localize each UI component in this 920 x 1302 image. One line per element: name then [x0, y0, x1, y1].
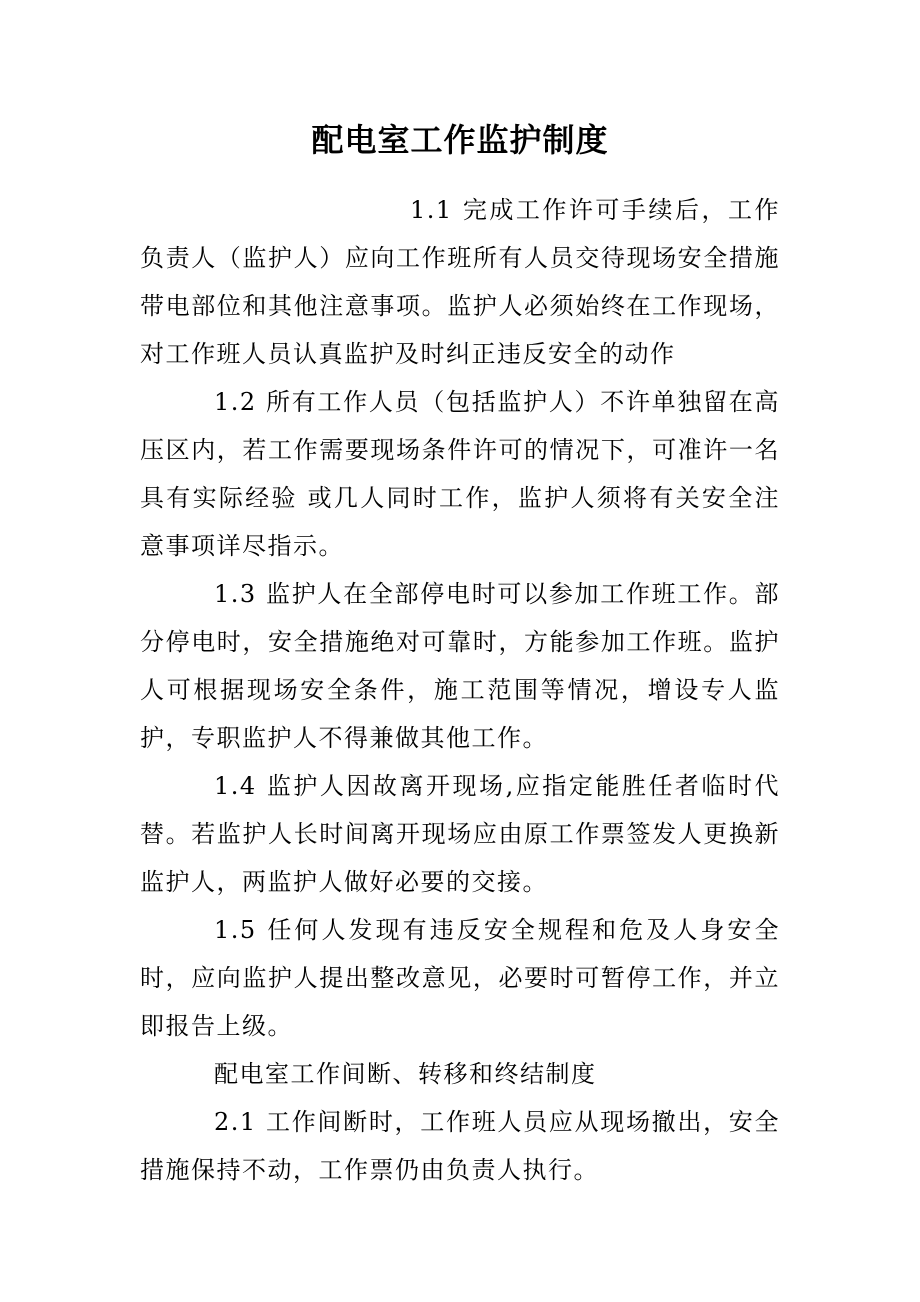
paragraph-1-2: 1.2 所有工作人员（包括监护人）不许单独留在高压区内，若工作需要现场条件许可的情况下，可准许一名具有实际经验 或几人同时工作，监护人须将有关安全注意事项详尽指示。 — [140, 388, 780, 560]
document-title: 配电室工作监护制度 — [311, 121, 609, 159]
paragraph-1-4: 1.4 监护人因故离开现场,应指定能胜任者临时代替。若监护人长时间离开现场应由原工作票签发人更换新监护人，两监护人做好必要的交接。 — [140, 772, 780, 896]
paragraph-2-1: 2.1 工作间断时，工作班人员应从现场撤出，安全措施保持不动，工作票仍由负责人执行。 — [140, 1108, 780, 1184]
paragraph-1-5: 1.5 任何人发现有违反安全规程和危及人身安全时，应向监护人提出整改意见，必要时可暂停工作，并立即报告上级。 — [140, 916, 780, 1040]
paragraph-1-3: 1.3 监护人在全部停电时可以参加工作班工作。部分停电时，安全措施绝对可靠时，方能参加工作班。监护人可根据现场安全条件，施工范围等情况，增设专人监护，专职监护人不得兼做其他工作。 — [140, 580, 780, 752]
paragraph-1-1: 1.1 完成工作许可手续后，工作负责人（监护人）应向工作班所有人员交待现场安全措施带电部位和其他注意事项。监护人必须始终在工作现场，对工作班人员认真监护及时纠正违反安全的动作 — [140, 196, 780, 368]
section-heading-2: 配电室工作间断、转移和终结制度 — [214, 1060, 597, 1088]
